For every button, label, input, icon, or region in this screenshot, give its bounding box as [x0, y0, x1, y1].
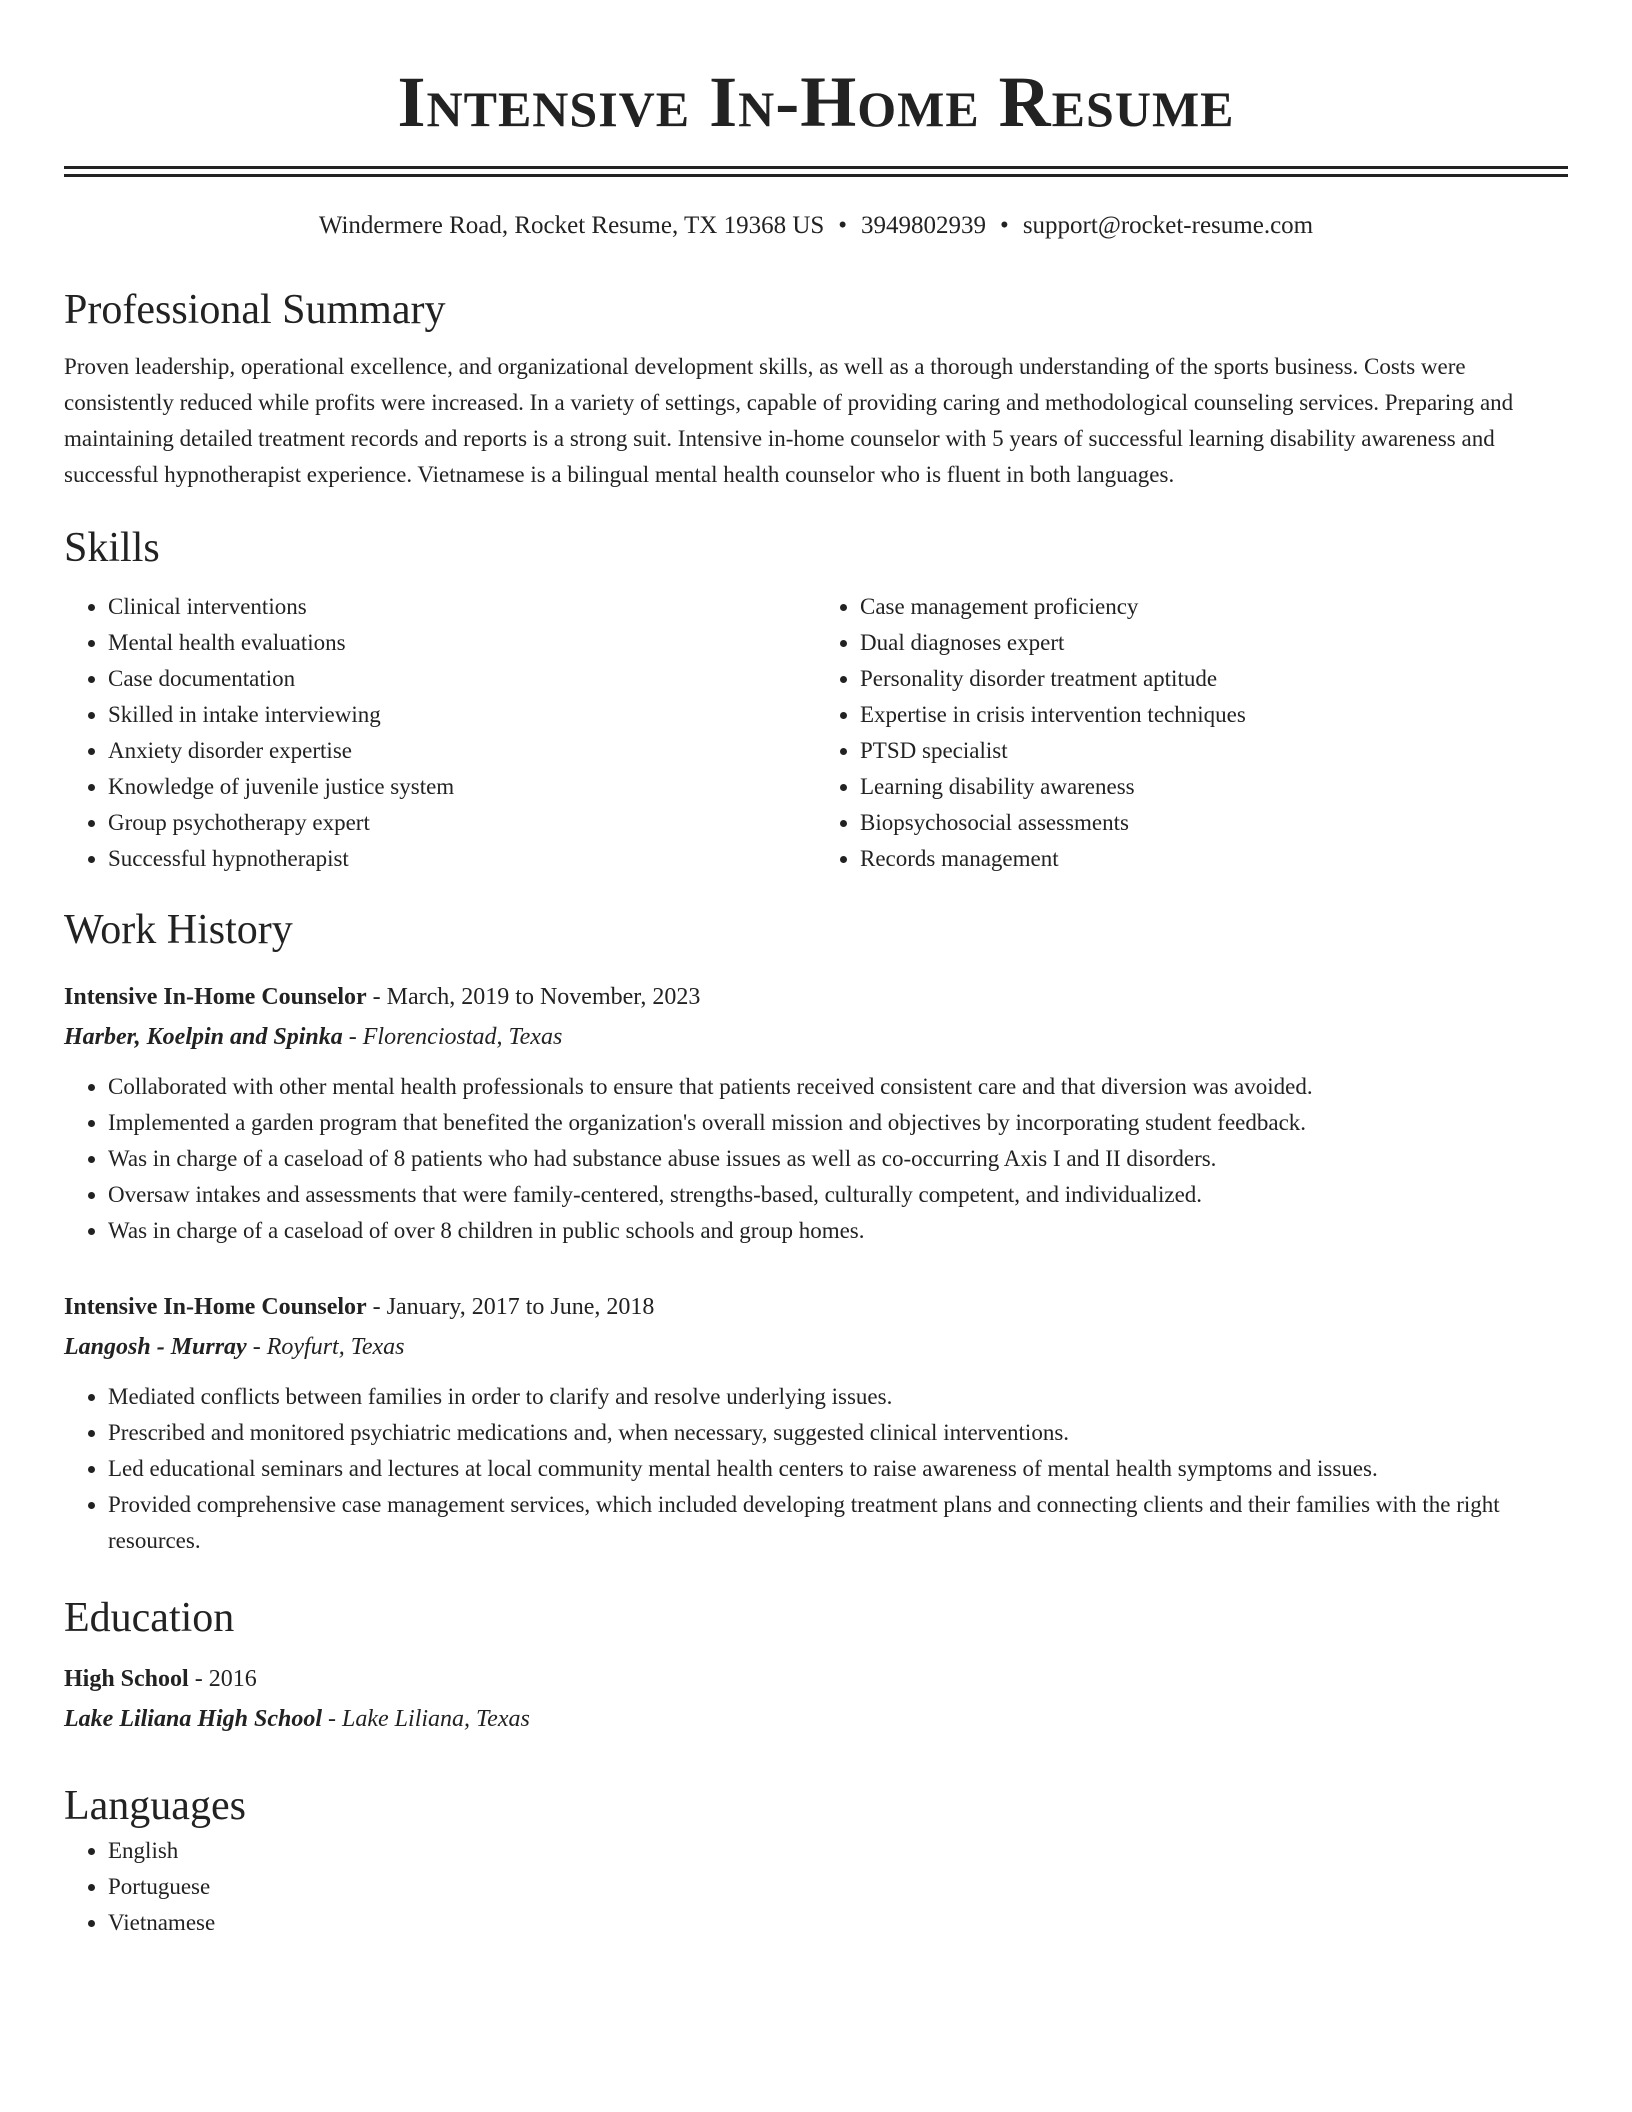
contact-line — [64, 209, 1568, 243]
contact-phone: 3949802939 — [861, 212, 987, 239]
language-item: • English — [108, 1833, 1568, 1869]
language-item: • Vietnamese — [108, 1905, 1568, 1941]
job-entry — [64, 1287, 1568, 1559]
job-title: Intensive In-Home Counselor — [64, 984, 367, 1010]
skill-item: • Case management proficiency — [860, 589, 1568, 625]
job-duty: • Prescribed and monitored psychiatric medications and, when necessary, suggested clinical interventions. — [108, 1415, 1568, 1451]
employer-line — [64, 1327, 1568, 1367]
skill-item: • Dual diagnoses expert — [860, 625, 1568, 661]
skills-list-left — [64, 589, 816, 877]
skills-column-left — [64, 589, 816, 877]
job-duty: • Led educational seminars and lectures at local community mental health centers to raise awareness of mental health symptoms and issues. — [108, 1451, 1568, 1487]
skill-item: • Knowledge of juvenile justice system — [108, 769, 816, 805]
job-duty: • Implemented a garden program that benefited the organization's overall mission and objectives by incorporating student feedback. — [108, 1105, 1568, 1141]
job-title-line — [64, 1287, 1568, 1327]
summary-text: Proven leadership, operational excellence, and organizational development skills, as well as a thorough understanding of the sports business. Costs were consistently reduced while profits were increased. In a variety of settings, capable of providing caring and methodological counseling services. Preparing and maintaining detailed treatment records and reports is a strong suit. Intensive in-home counselor with 5 years of successful learning disability awareness and successful hypnotherapist experience. Vietnamese is a bilingual mental health counselor who is fluent in both languages. — [64, 354, 1514, 487]
employer-name: Langosh - Murray — [64, 1334, 247, 1360]
skills-column-right — [816, 589, 1568, 877]
job-dates: March, 2019 to November, 2023 — [386, 984, 701, 1010]
employer-separator: - — [246, 1334, 267, 1360]
job-duty: • Was in charge of a caseload of over 8 children in public schools and group homes. — [108, 1213, 1568, 1249]
skill-item: • PTSD specialist — [860, 733, 1568, 769]
job-separator: - — [366, 984, 387, 1010]
employer-location: Royfurt, Texas — [266, 1334, 405, 1360]
skill-item: • Clinical interventions — [108, 589, 816, 625]
job-title-line — [64, 977, 1568, 1017]
job-entry — [64, 977, 1568, 1249]
skill-item: • Learning disability awareness — [860, 769, 1568, 805]
education-entry — [64, 1659, 1568, 1739]
job-duty: • Mediated conflicts between families in order to clarify and resolve underlying issues. — [108, 1379, 1568, 1415]
skill-item: • Mental health evaluations — [108, 625, 816, 661]
employer-line — [64, 1017, 1568, 1057]
employer-location: Florenciostad, Texas — [362, 1024, 563, 1050]
skills-heading: Skills — [64, 525, 160, 571]
school-name: Lake Liliana High School — [64, 1706, 323, 1732]
graduation-year: 2016 — [208, 1666, 257, 1692]
skill-item: • Biopsychosocial assessments — [860, 805, 1568, 841]
employer-name: Harber, Koelpin and Spinka — [64, 1024, 343, 1050]
skill-item: • Group psychotherapy expert — [108, 805, 816, 841]
employer-separator: - — [342, 1024, 363, 1050]
skills-list-right — [816, 589, 1568, 877]
job-duty: • Oversaw intakes and assessments that were family-centered, strengths-based, culturally competent, and individualized. — [108, 1177, 1568, 1213]
skill-item: • Case documentation — [108, 661, 816, 697]
skill-item: • Anxiety disorder expertise — [108, 733, 816, 769]
degree-separator: - — [188, 1666, 209, 1692]
skill-item: • Successful hypnotherapist — [108, 841, 816, 877]
job-duty: • Provided comprehensive case management services, which included developing treatment plans and connecting clients and their families with the right resources. — [108, 1487, 1568, 1559]
school-separator: - — [322, 1706, 343, 1732]
school-line — [64, 1699, 1568, 1739]
languages-heading: Languages — [64, 1783, 246, 1829]
job-duties-list — [64, 1069, 1568, 1249]
header-double-rule — [64, 166, 1568, 177]
degree-line — [64, 1659, 1568, 1699]
job-duty: • Collaborated with other mental health professionals to ensure that patients received consistent care and that diversion was avoided. — [108, 1069, 1568, 1105]
contact-separator: • — [1000, 212, 1009, 239]
work-history-heading: Work History — [64, 907, 293, 953]
job-duty: • Was in charge of a caseload of 8 patients who had substance abuse issues as well as co-occurring Axis I and II disorders. — [108, 1141, 1568, 1177]
resume-name: Intensive In-Home Resume — [397, 62, 1235, 142]
contact-separator: • — [838, 212, 848, 239]
skill-item: • Expertise in crisis intervention techniques — [860, 697, 1568, 733]
contact-email: support@rocket-resume.com — [1022, 212, 1314, 239]
job-separator: - — [366, 1294, 387, 1320]
education-heading: Education — [64, 1595, 235, 1641]
skill-item: • Records management — [860, 841, 1568, 877]
skill-item: • Skilled in intake interviewing — [108, 697, 816, 733]
skill-item: • Personality disorder treatment aptitude — [860, 661, 1568, 697]
language-item: • Portuguese — [108, 1869, 1568, 1905]
job-dates: January, 2017 to June, 2018 — [386, 1294, 655, 1320]
school-location: Lake Liliana, Texas — [342, 1706, 530, 1732]
summary-heading: Professional Summary — [64, 287, 446, 333]
job-duties-list — [64, 1379, 1568, 1559]
contact-address: Windermere Road, Rocket Resume, TX 19368 US — [318, 212, 825, 239]
job-title: Intensive In-Home Counselor — [64, 1294, 367, 1320]
skills-grid — [64, 589, 1568, 877]
degree-name: High School — [64, 1666, 189, 1692]
languages-list — [64, 1833, 1568, 1941]
